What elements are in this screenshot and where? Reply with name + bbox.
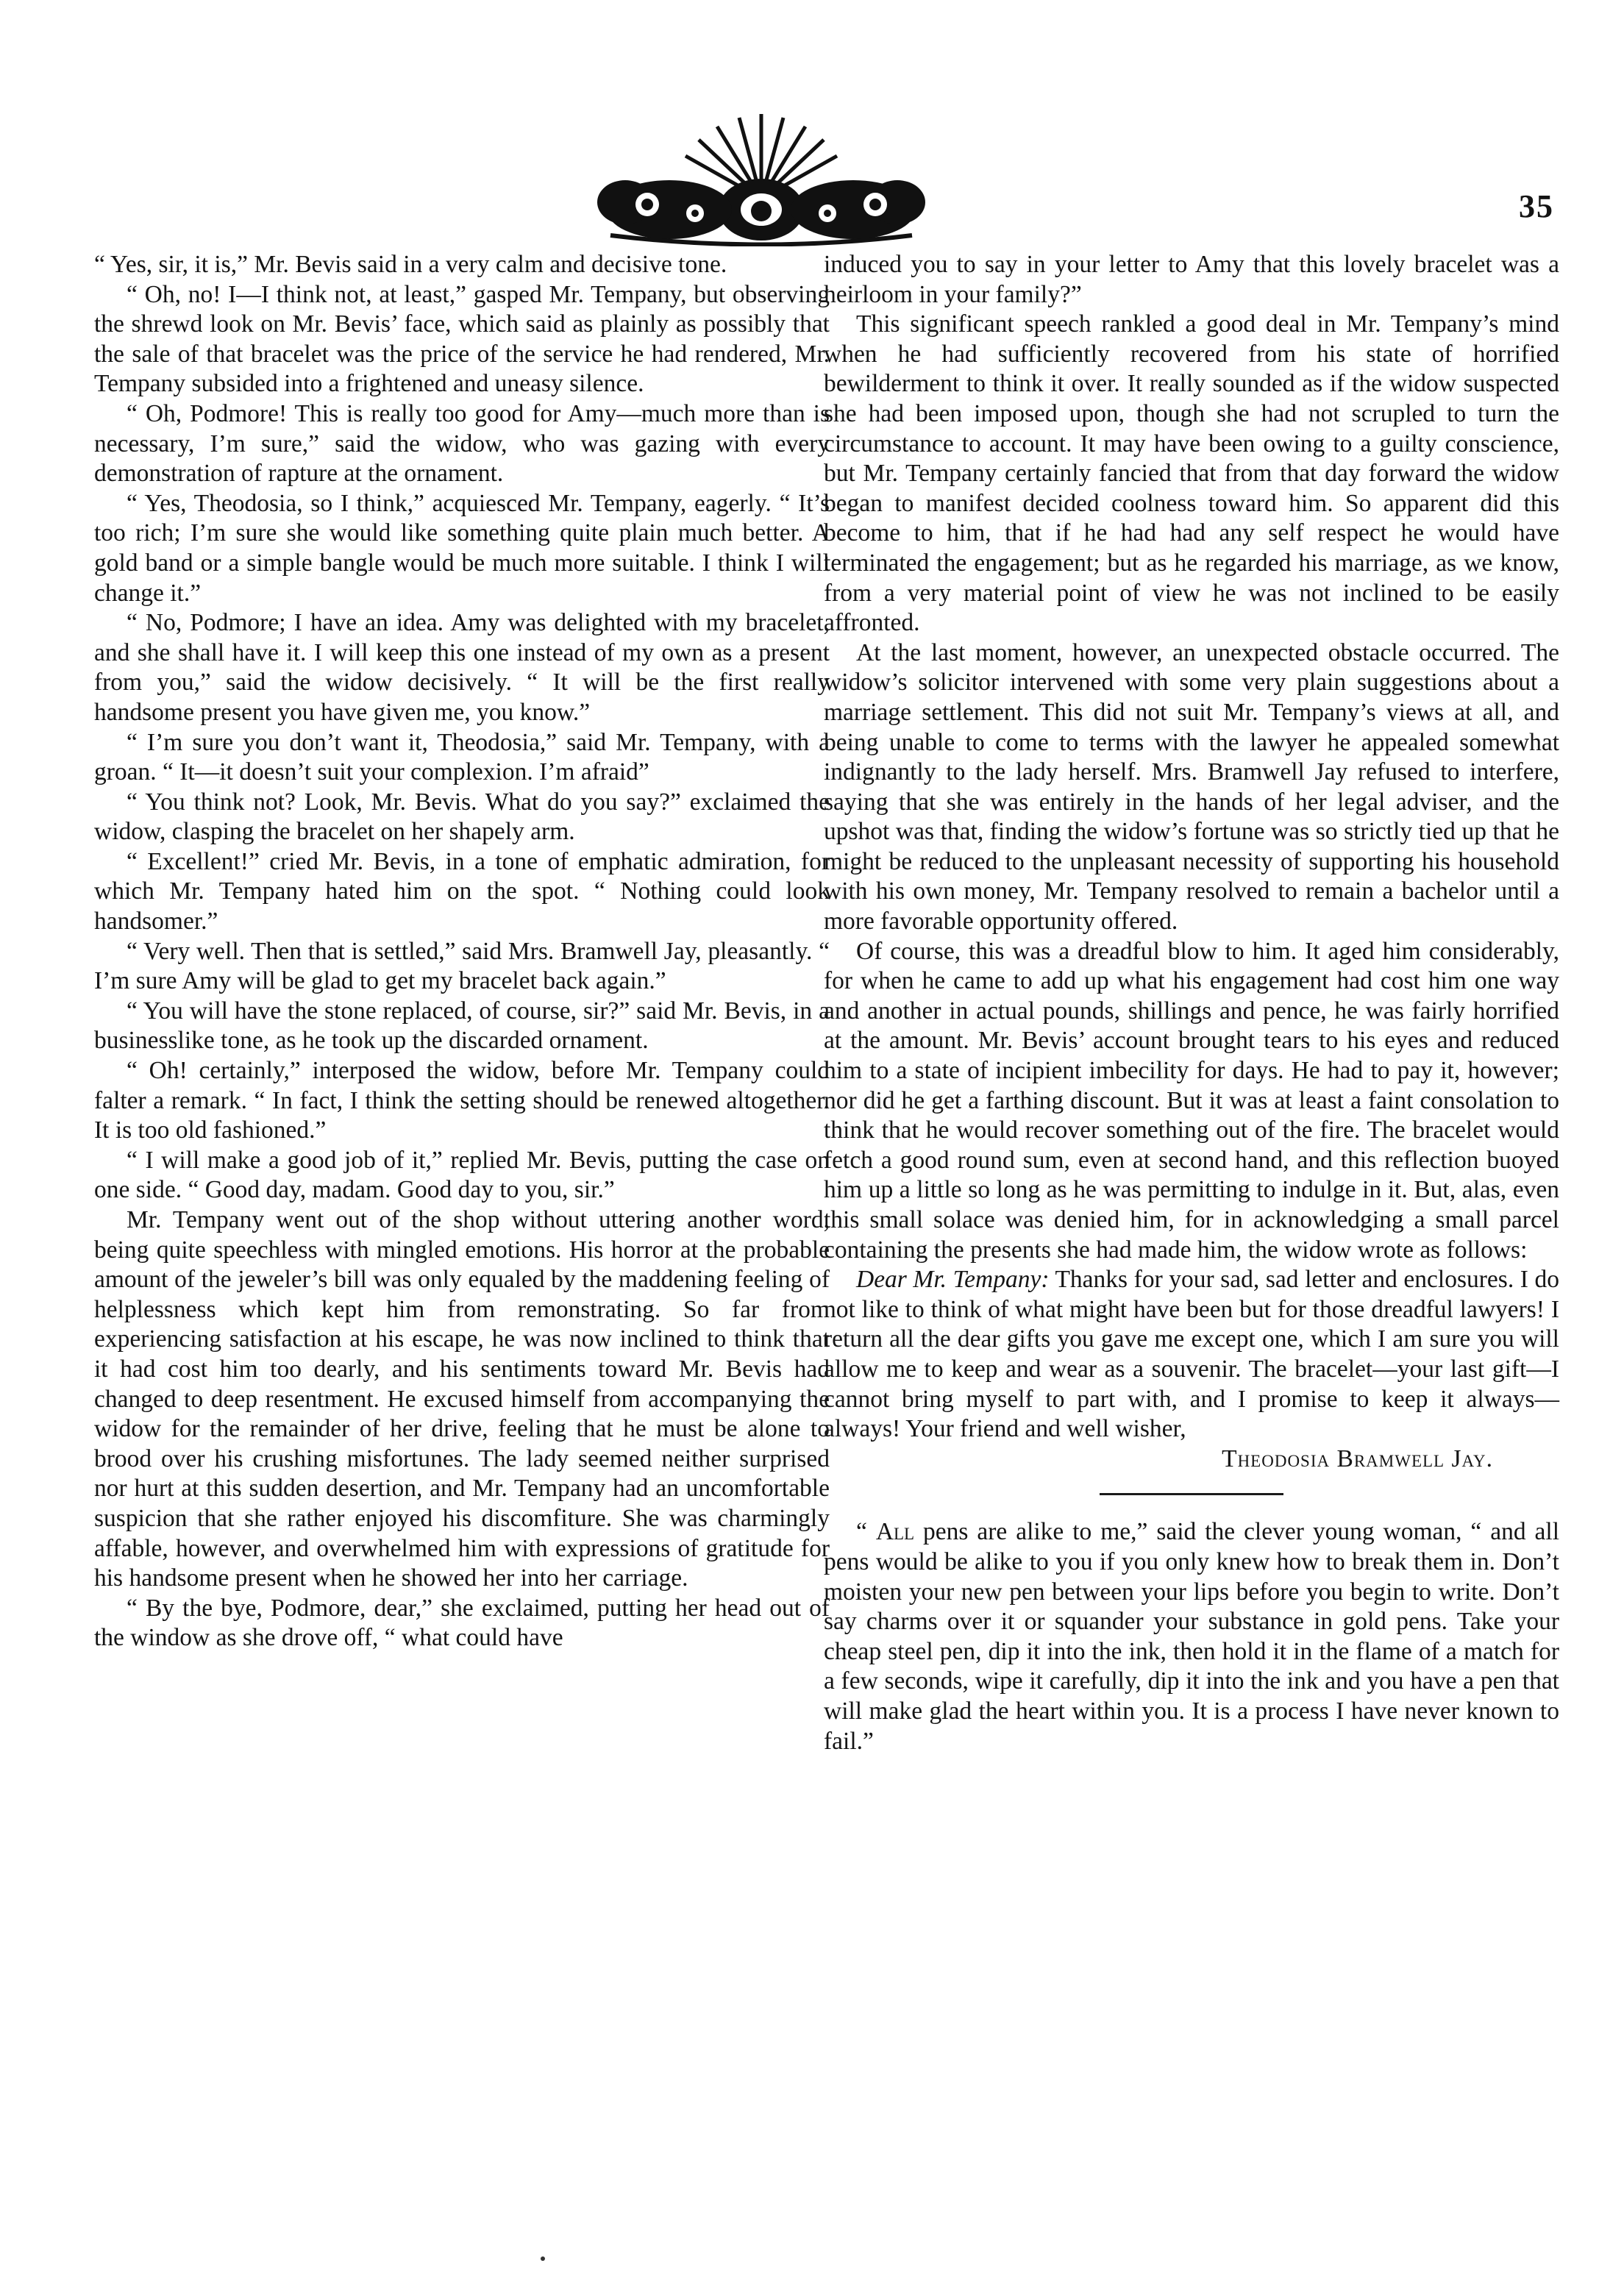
paragraph: “ I will make a good job of it,” replied Mr. Bevis, putting the case on one side. “ Good day, madam. Good day to you, sir.”	[94, 1146, 830, 1204]
paragraph: “ Yes, Theodosia, so I think,” acquiesced Mr. Tempany, eagerly. “ It’s too rich; I’m sure she would like something quite plain much better. A gold band or a simple bangle would be much more suitable. I think I will change it.”	[94, 489, 830, 607]
small-caps-lead: All	[875, 1518, 915, 1546]
paragraph: “ No, Podmore; I have an idea. Amy was delighted with my bracelet, and she shall have it. I will keep this one instead of my own as a present from you,” said the widow decisively. “ It will be the first really handsome present you have given me, you know.”	[94, 609, 830, 726]
paragraph: “ I’m sure you don’t want it, Theodosia,” said Mr. Tempany, with a groan. “ It—it doesn’t suit your complexion. I’m afraid”	[94, 728, 830, 786]
paragraph: “ Oh, no! I—I think not, at least,” gasped Mr. Tempany, but observing the shrewd look on Mr. Bevis’ face, which said as plainly as possibly that the sale of that bracelet was the price of the service he had rendered, Mr. Tempany subsided into a frightened and uneasy silence.	[94, 280, 830, 398]
paragraph: At the last moment, however, an unexpected obstacle occurred. The widow’s solicitor intervened with some very plain suggestions about a marriage settlement. This did not suit Mr. Tempany’s views at all, and being unable to come to terms with the lawyer he appealed somewhat indignantly to the lady herself. Mrs. Bramwell Jay refused to interfere, saying that she was entirely in the hands of her legal adviser, and the upshot was that, finding the widow’s fortune was so strictly tied up that he might be reduced to the unpleasant necessity of supporting his household with his own money, Mr. Tempany resolved to remain a bachelor until a more favorable opportunity offered.	[824, 638, 1559, 936]
print-mark	[541, 2256, 545, 2261]
letter-signature: Theodosia Bramwell Jay.	[1222, 1444, 1493, 1472]
section-divider	[1100, 1493, 1283, 1495]
open-quote: “	[856, 1518, 876, 1546]
letter-salutation: Dear Mr. Tempany:	[856, 1266, 1050, 1294]
letter-body	[824, 1265, 1559, 1444]
paragraph: “ Oh, Podmore! This is really too good for Amy—much more than is necessary, I’m sure,” said the widow, who was gazing with every demonstration of rapture at the ornament.	[94, 399, 830, 488]
paragraph: “ By the bye, Podmore, dear,” she exclaimed, putting her head out of the window as she drove off, “ what could have	[94, 1594, 830, 1652]
page-number: 35	[1519, 188, 1554, 224]
paragraph: This significant speech rankled a good deal in Mr. Tempany’s mind when he had sufficiently recovered from his state of horrified bewilderment to think it over. It really sounded as if the widow suspected she had been imposed upon, though she had not scrupled to turn the circumstance to account. It may have been owing to a guilty conscience, but Mr. Tempany certainly fancied that from that day forward the widow began to manifest decided coolness toward him. So apparent did this become to him, that if he had had any self respect he would have terminated the engagement; but as he regarded his marriage, as we know, from a very material point of view he was not inclined to be easily affronted.	[824, 310, 1559, 637]
paragraph-text: pens are alike to me,” said the clever young woman, “ and all pens would be alike to you if you only knew how to break them in. Don’t moisten your new pen between your lips before you begin to write. Don’t say charms over it or squander your substance in gold pens. Take your cheap steel pen, dip it into the ink, then hold it in the flame of a match for a few seconds, wipe it carefully, dip it into the ink and you have a pen that will make glad the heart within you. It is a process I have never known to fail.”	[824, 1518, 1559, 1755]
paragraph: Of course, this was a dreadful blow to him. It aged him considerably, for when he came to add up what his engagement had cost him one way and another in actual pounds, shillings and pence, he was fairly horrified at the amount. Mr. Bevis’ account brought tears to his eyes and reduced him to a state of incipient imbecility for days. He had to pay it, however; nor did he get a farthing discount. But it was at least a faint consolation to think that he would recover something out of the fire. The bracelet would fetch a good round sum, even at second hand, and this reflection buoyed him up a little so long as he was permitting to indulge in it. But, alas, even this small solace was denied him, for in acknowledging a small parcel containing the presents she had made him, the widow wrote as follows:	[824, 937, 1559, 1264]
paragraph	[824, 1517, 1559, 1756]
right-column	[824, 250, 1559, 1756]
left-column	[94, 250, 830, 1653]
paragraph: “ Very well. Then that is settled,” said Mrs. Bramwell Jay, pleasantly. “ I’m sure Amy will be glad to get my bracelet back again.”	[94, 937, 830, 995]
paragraph: Mr. Tempany went out of the shop without uttering another word, being quite speechless with mingled emotions. His horror at the probable amount of the jeweler’s bill was only equaled by the maddening feeling of helplessness which kept him from remonstrating. So far from experiencing satisfaction at his escape, he was now inclined to think that it had cost him too dearly, and his sentiments toward Mr. Bevis had changed to deep resentment. He excused himself from accompanying the widow for the remainder of her drive, feeling that he must be alone to brood over his crushing misfortunes. The lady seemed neither surprised nor hurt at this sudden desertion, and Mr. Tempany had an uncomfortable suspicion that she rather enjoyed his discomfiture. She was charmingly affable, however, and overwhelmed him with expressions of gratitude for his handsome present when he showed her into her carriage.	[94, 1206, 830, 1592]
sunburst-vine-ornament-icon	[596, 110, 927, 246]
paragraph: “ You will have the stone replaced, of course, sir?” said Mr. Bevis, in a businesslike tone, as he took up the discarded ornament.	[94, 997, 830, 1055]
paragraph: induced you to say in your letter to Amy that this lovely bracelet was a heirloom in your family?”	[824, 251, 1559, 308]
paragraph: “ You think not? Look, Mr. Bevis. What do you say?” exclaimed the widow, clasping the bracelet on her shapely arm.	[94, 788, 830, 846]
paragraph: “ Excellent!” cried Mr. Bevis, in a tone of emphatic admiration, for which Mr. Tempany hated him on the spot. “ Nothing could look handsomer.”	[94, 847, 830, 936]
letter-text: Thanks for your sad, sad letter and enclosures. I do not like to think of what might have been but for those dreadful lawyers! I return all the dear gifts you gave me except one, which I am sure you will allow me to keep and wear as a souvenir. The bracelet—your last gift—I cannot bring myself to part with, and I promise to keep it always—always! Your friend and well wisher,	[824, 1266, 1559, 1443]
paragraph: “ Oh! certainly,” interposed the widow, before Mr. Tempany could falter a remark. “ In fact, I think the setting should be renewed altogether. It is too old fashioned.”	[94, 1057, 830, 1144]
paragraph: “ Yes, sir, it is,” Mr. Bevis said in a very calm and decisive tone.	[94, 251, 727, 278]
